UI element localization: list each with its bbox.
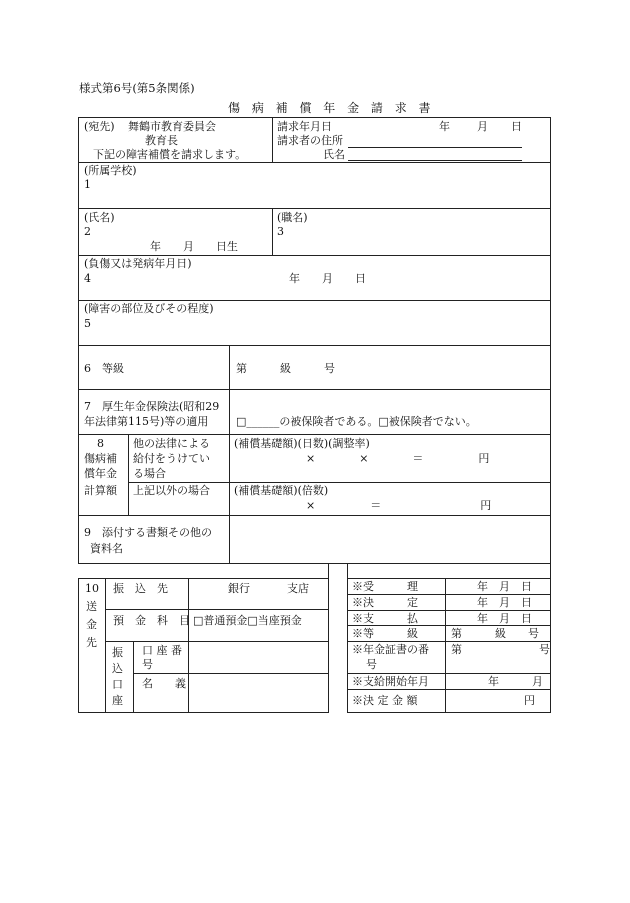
branch-label: 支店: [287, 582, 309, 595]
decided-label: ※決 定: [352, 596, 418, 609]
request-date-label: 請求年月日: [277, 120, 332, 133]
other-law-line3: る場合: [133, 467, 166, 480]
cert-number-value: 第 号: [451, 643, 550, 656]
applicant-name-label: 氏名: [323, 148, 345, 161]
transfer-to-label: 振 込 先: [113, 582, 168, 595]
pension-law-label-line1: 7 厚生年金保険法(昭和29: [84, 400, 220, 413]
address-label: 請求者の住所: [277, 134, 343, 147]
remit-label-char-2: 金: [86, 618, 97, 631]
position-number: 3: [277, 225, 284, 238]
received-date: 年 月 日: [477, 580, 532, 593]
injury-date-number: 4: [84, 272, 91, 285]
decided-amount-unit: 円: [524, 694, 535, 707]
name-number: 2: [84, 225, 91, 238]
account-number-label-line1: 口 座 番: [142, 644, 182, 657]
calc-label-line1: 傷病補: [84, 452, 117, 465]
cert-number-label-line1: ※年金証書の番: [352, 643, 429, 656]
decided-amount-label: ※決 定 金 額: [352, 694, 418, 707]
injury-date-label: (負傷又は発病年月日): [84, 257, 192, 270]
injury-site-label: (障害の部位及びその程度): [84, 302, 214, 315]
account-label-char-2: 込: [112, 662, 123, 675]
injury-date-value: 年 月 日: [289, 272, 366, 285]
grade-value: 第 級 号: [236, 362, 335, 375]
pension-insured-checkbox-text[interactable]: □______の被保険者である。□被保険者でない。: [236, 415, 477, 428]
pension-law-label-line2: 年法律第115号)等の適用: [84, 415, 209, 428]
account-label-char-3: 口: [112, 678, 123, 691]
request-date-month: 月: [477, 120, 488, 133]
address-field[interactable]: [348, 147, 522, 148]
request-date-day: 日: [511, 120, 522, 133]
other-law-line1: 他の法律による: [133, 437, 210, 450]
injury-site-number: 5: [84, 317, 91, 330]
payment-start-label: ※支給開始年月: [352, 675, 429, 688]
attachments-label-line2: 資料名: [90, 542, 123, 555]
bank-label: 銀行: [228, 582, 250, 595]
calc-label-line2: 償年金: [84, 467, 117, 480]
applicant-name-field[interactable]: [348, 160, 522, 161]
request-sentence: 下記の障害補償を請求します。: [93, 148, 247, 161]
formula1-body: × × ＝ 円: [306, 452, 490, 465]
payment-start-value: 年 月: [488, 675, 543, 688]
account-holder-label: 名 義: [142, 677, 186, 690]
formula2-head: (補償基礎額)(倍数): [234, 484, 329, 497]
position-label: (職名): [277, 211, 308, 224]
name-label: (氏名): [84, 211, 115, 224]
office-grade-label: ※等 級: [352, 627, 418, 640]
paid-label: ※支 払: [352, 612, 418, 625]
formula2-body: × ＝ 円: [306, 499, 492, 512]
remit-number: 10: [85, 582, 99, 595]
birth-date: 年 月 日生: [150, 240, 238, 253]
remit-label-char-3: 先: [86, 636, 97, 649]
addressee-role: 教育長: [145, 134, 178, 147]
account-label-char-1: 振: [112, 646, 123, 659]
school-number: 1: [84, 178, 91, 191]
account-label-char-4: 座: [112, 694, 123, 707]
school-field[interactable]: [110, 178, 540, 192]
calc-number: 8: [97, 437, 104, 450]
deposit-type-label: 預 金 科 目: [113, 614, 190, 627]
form-number-label: 様式第6号(第5条関係): [79, 81, 195, 95]
formula1-head: (補償基礎額)(日数)(調整率): [234, 437, 370, 450]
document-title: 傷 病 補 償 年 金 請 求 書: [228, 101, 435, 115]
cert-number-label-line2: 号: [366, 658, 377, 671]
decided-date: 年 月 日: [477, 596, 532, 609]
addressee-org: 舞鶴市教育委員会: [128, 120, 216, 133]
attachments-label-line1: 9 添付する書類その他の: [84, 526, 212, 539]
deposit-type-checkboxes[interactable]: □普通預金□当座預金: [193, 614, 302, 627]
request-date-year: 年: [439, 120, 450, 133]
other-law-line2: 給付をうけてい: [133, 452, 210, 465]
addressee-label: (宛先): [84, 120, 115, 133]
remit-label-char-1: 送: [86, 600, 97, 613]
office-grade-value: 第 級 号: [451, 627, 539, 640]
other-case-label: 上記以外の場合: [133, 484, 210, 497]
received-label: ※受 理: [352, 580, 418, 593]
calc-label-line3: 計算額: [84, 484, 117, 497]
school-label: (所属学校): [84, 164, 137, 177]
paid-date: 年 月 日: [477, 612, 532, 625]
grade-label: 6 等級: [84, 362, 124, 375]
account-number-label-line2: 号: [142, 658, 153, 671]
